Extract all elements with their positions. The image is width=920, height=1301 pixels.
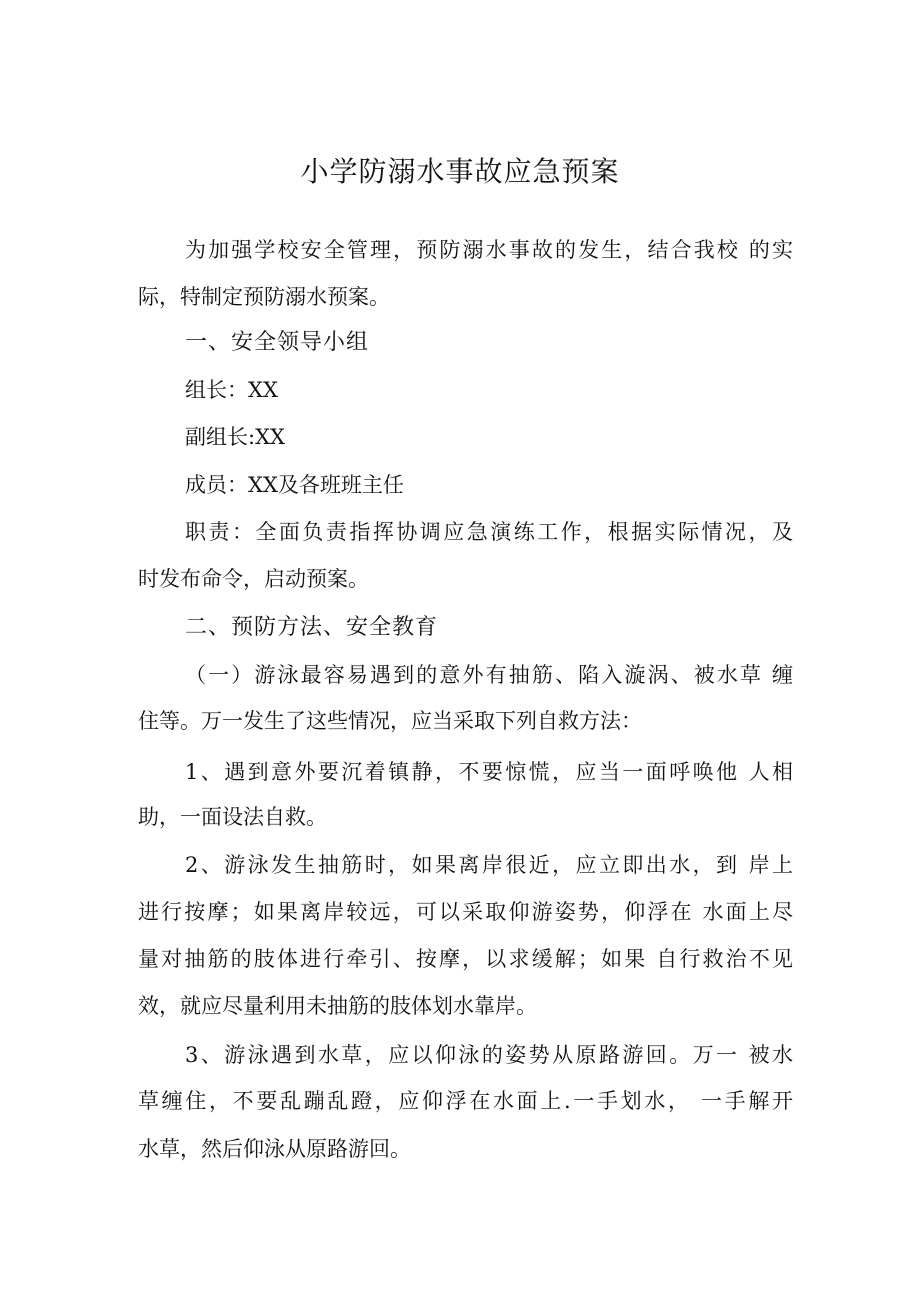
para3-line-4: 效，就应尽量利用未抽筋的肢体划水靠岸。 [138,994,537,1018]
para2-line-1: 1、遇到意外要沉着镇静，不要惊慌，应当一面呼唤他 人相 [185,760,793,784]
intro-line-2: 际，特制定预防溺水预案。 [138,285,390,309]
para3-line-3: 量对抽筋的肢体进行牵引、按摩，以求缓解；如果 自行救治不见 [138,947,793,971]
para4-line-2: 草缠住，不要乱蹦乱蹬，应仰浮在水面上.一手划水， 一手解开 [138,1089,793,1113]
para4-line-1: 3、游泳遇到水草，应以仰泳的姿势从原路游回。万一 被水 [185,1043,793,1067]
section1-heading: 一、安全领导小组 [185,330,370,355]
leader-line: 组长：XX [185,378,278,402]
para4-line-3: 水草，然后仰泳从原路游回。 [138,1137,411,1161]
section2-heading: 二、预防方法、安全教育 [185,615,439,640]
para2-line-2: 助，一面设法自救。 [138,805,327,829]
duties-line-1: 职责：全面负责指挥协调应急演练工作，根据实际情况，及 [185,520,793,544]
intro-line-1: 为加强学校安全管理，预防溺水事故的发生，结合我校 的实 [185,238,793,262]
duties-line-2: 时发布命令，启动预案。 [138,567,369,591]
para1-line-2: 住等。万一发生了这些情况，应当采取下列自救方法： [138,709,642,733]
para3-line-2: 进行按摩；如果离岸较远，可以采取仰游姿势，仰浮在 水面上尽 [138,900,793,924]
document-title: 小学防溺水事故应急预案 [300,155,620,188]
para3-line-1: 2、游泳发生抽筋时，如果离岸很近，应立即出水，到 岸上 [185,853,793,877]
vice-leader-line: 副组长:XX [185,425,285,449]
members-line: 成员：XX及各班班主任 [185,473,404,497]
para1-line-1: （一）游泳最容易遇到的意外有抽筋、陷入漩涡、被水草 缠 [185,663,793,687]
